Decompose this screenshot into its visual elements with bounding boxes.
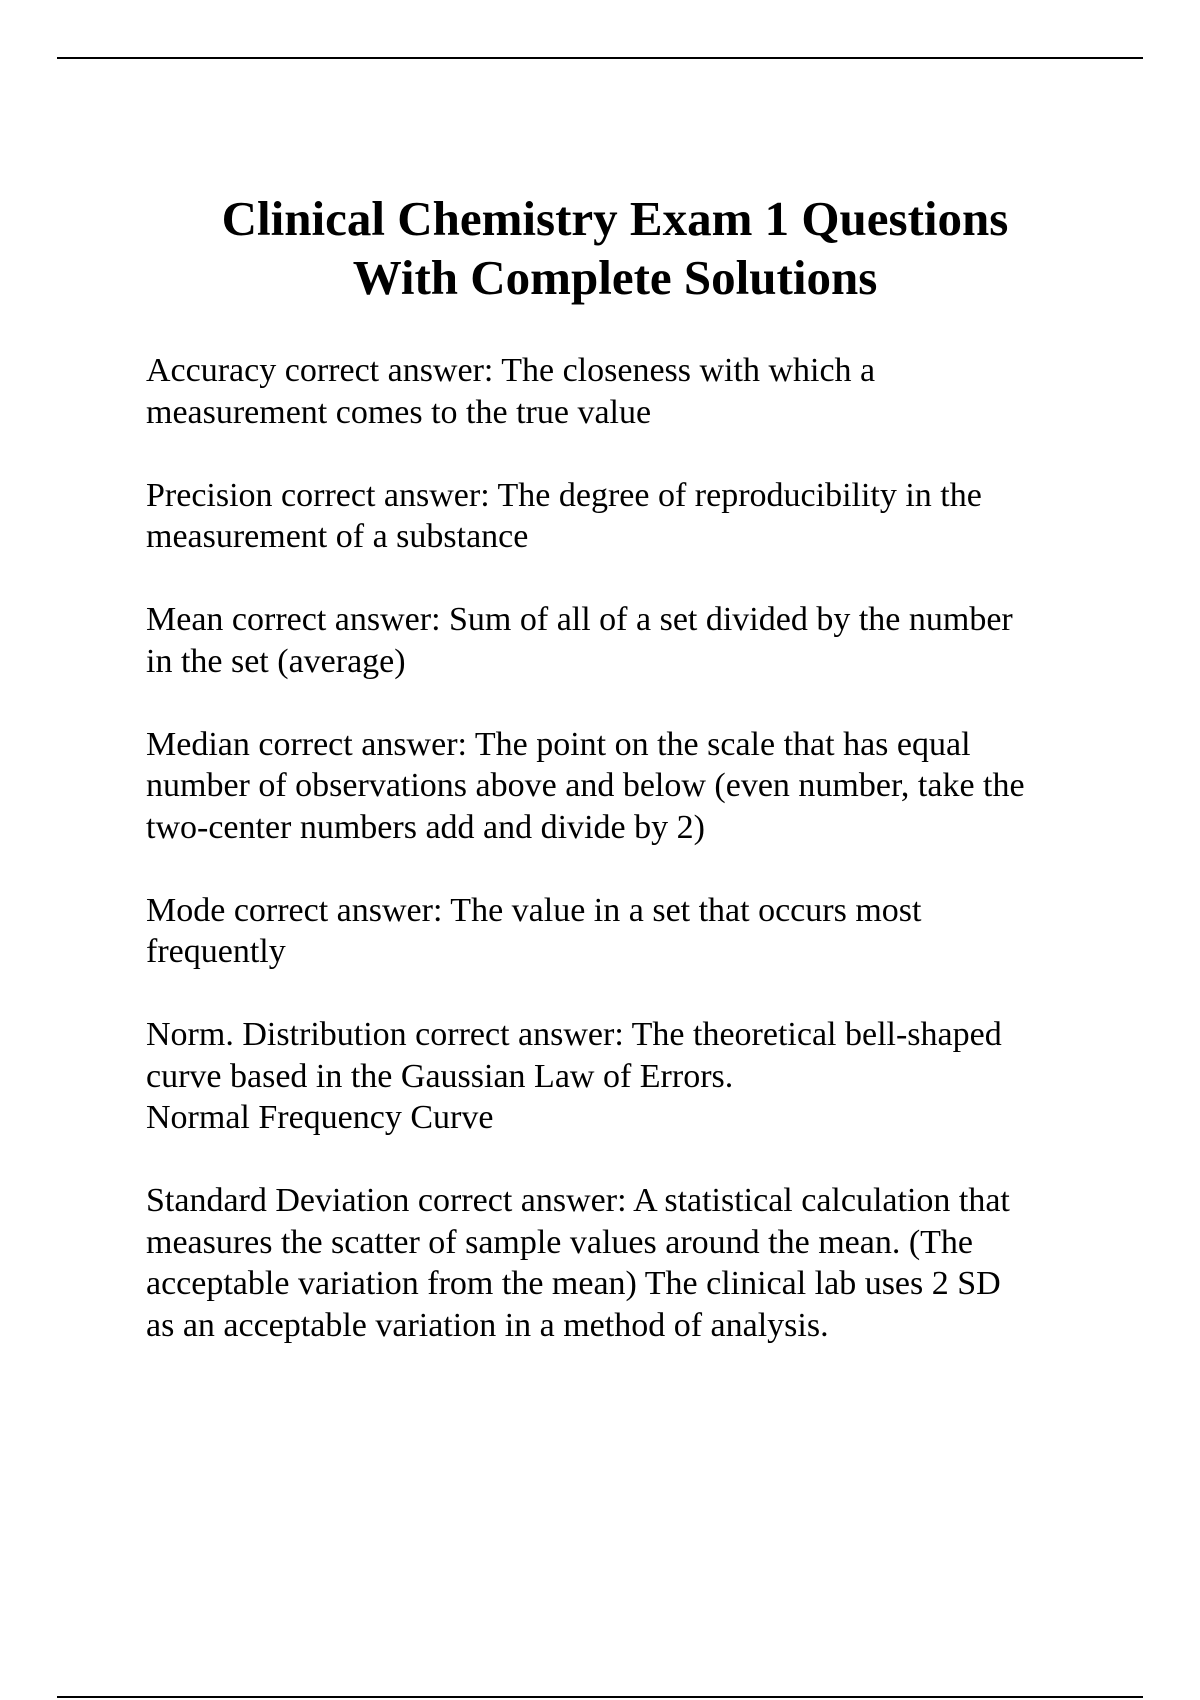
- entry-median: [146, 724, 1106, 849]
- entry-line: frequently: [146, 933, 286, 970]
- entry-line: curve based in the Gaussian Law of Errors.: [146, 1057, 734, 1095]
- entry-line: Mode correct answer: The value in a set that occurs most: [146, 891, 922, 929]
- entry-precision: [146, 475, 1106, 558]
- entry-accuracy: [146, 350, 1106, 433]
- entry-line: Precision correct answer: The degree of reproducibility in the: [146, 476, 982, 514]
- entry-line: measurement comes to the true value: [146, 393, 652, 431]
- entry-line: as an acceptable variation in a method of analysis.: [146, 1306, 829, 1344]
- title-line: With Complete Solutions: [352, 250, 878, 305]
- entry-standard-deviation: [146, 1180, 1106, 1346]
- entry-line: measures the scatter of sample values around the mean. (The: [146, 1223, 974, 1261]
- footer-rule: [57, 1696, 1143, 1698]
- entry-line: Normal Frequency Curve: [146, 1099, 494, 1136]
- entry-line: acceptable variation from the mean) The clinical lab uses 2 SD: [146, 1265, 1001, 1302]
- entry-line: two-center numbers add and divide by 2): [146, 808, 705, 846]
- entry-line: measurement of a substance: [146, 518, 529, 555]
- entry-normal-distribution: [146, 1014, 1106, 1139]
- entry-line: Mean correct answer: Sum of all of a set divided by the number: [146, 601, 1013, 638]
- entry-mean: [146, 599, 1106, 682]
- title-line: Clinical Chemistry Exam 1 Questions: [221, 191, 1009, 246]
- document-body: [146, 350, 1106, 1388]
- entry-line: Norm. Distribution correct answer: The theoretical bell-shaped: [146, 1016, 1002, 1053]
- entry-line: Median correct answer: The point on the scale that has equal: [146, 725, 971, 763]
- document-title: [120, 189, 1110, 307]
- entry-mode: [146, 890, 1106, 973]
- header-rule: [57, 57, 1143, 59]
- entry-line: Standard Deviation correct answer: A statistical calculation that: [146, 1182, 1010, 1219]
- entry-line: number of observations above and below (even number, take the: [146, 767, 1025, 804]
- entry-line: in the set (average): [146, 642, 406, 680]
- entry-line: Accuracy correct answer: The closeness with which a: [146, 352, 876, 389]
